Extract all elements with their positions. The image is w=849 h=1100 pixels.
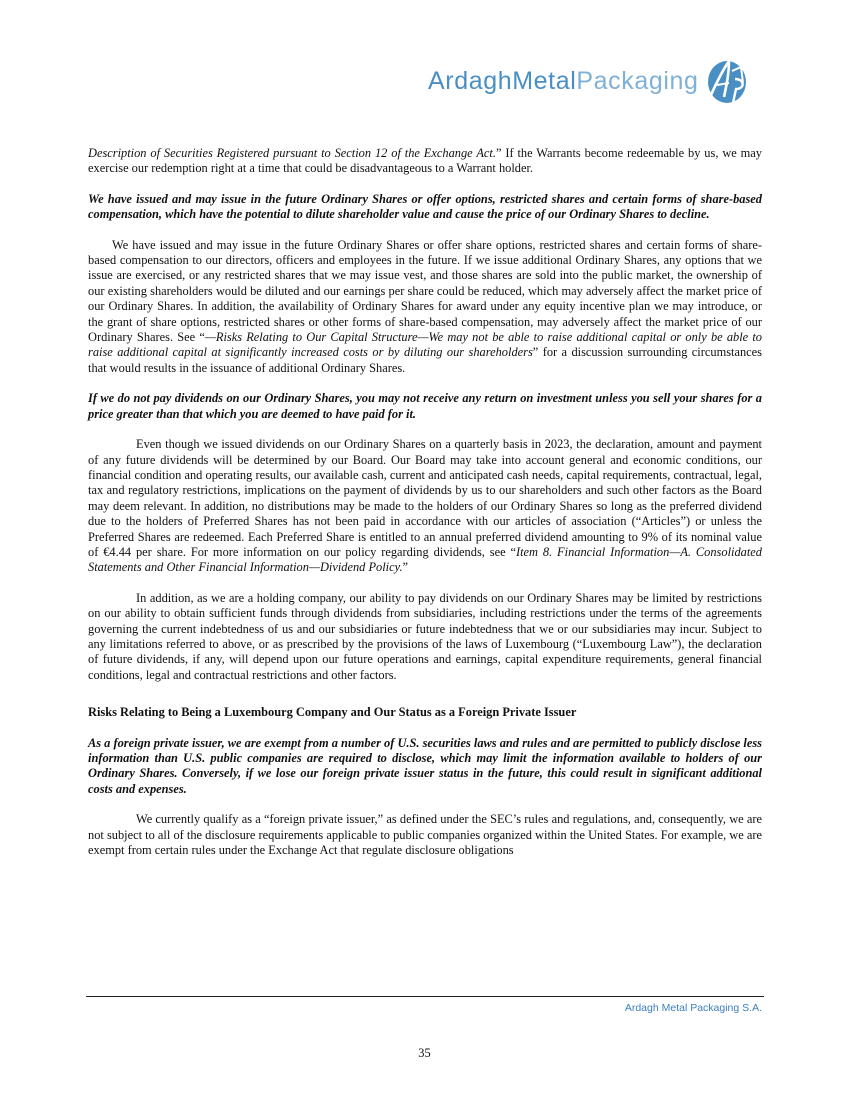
logo-word-metal: Metal: [512, 66, 577, 95]
risk-heading-dilution: We have issued and may issue in the future Ordinary Shares or offer options, restricted shares and certain forms of share-based compensation, which have the potential to dilute shareholder value and cause the price of our Ordinary Shares to decline.: [88, 191, 762, 222]
page-number: 35: [418, 1046, 431, 1060]
document-body: [88, 146, 762, 858]
footer-divider: [86, 996, 764, 997]
section-title: Risks Relating to Being a Luxembourg Company and Our Status as a Foreign Private Issuer: [88, 705, 577, 720]
paragraph-text: ”: [402, 560, 409, 575]
paragraph-warrants: [88, 146, 762, 177]
paragraph-holding-company: In addition, as we are a holding company, our ability to pay dividends on our Ordinary Shares may be limited by restrictions on our ability to obtain sufficient funds through dividends from subsidiaries, including restrictions under the terms of the agreements governing the current indebtedness of us and our subsidiaries or future indebtedness that we or our subsidiaries may incur. Subject to any limitations referred to above, or as prescribed by the provisions of the laws of Luxembourg (“Luxembourg Law”), the declaration of future dividends, if any, will depend upon our future operations and earnings, capital expenditure requirements, general financial conditions, legal and contractual restrictions and other factors.: [88, 590, 762, 682]
paragraph-dilution: [88, 238, 762, 377]
paragraph-text: ” If the Warrants become redeemable by us, we may exercise our redemption right at a time that could be disadvantageous to a Warrant holder.: [88, 146, 762, 176]
logo-wordmark: [428, 67, 699, 96]
paragraph-foreign-issuer: We currently qualify as a “foreign private issuer,” as defined under the SEC’s rules and regulations, and, consequently, we are not subject to all of the disclosure requirements applicable to public companies organized within the United States. For example, we are exempt from certain rules under the Exchange Act that regulate disclosure obligations: [88, 812, 762, 858]
footer-company-name: Ardagh Metal Packaging S.A.: [624, 1002, 762, 1014]
paragraph-text: We have issued and may issue in the future Ordinary Shares or offer share options, restricted shares and certain forms of share-based compensation to our directors, officers and employees in the future. If we issue additional Ordinary Shares, any options that we issue are exercised, or any restricted shares that we may issue vest, and those shares are sold into the public market, the ownership of our existing shareholders would be diluted and our earnings per share could be reduced, which may adversely affect the market price of our Ordinary Shares. In addition, the availability of Ordinary Shares for award under any equity incentive plan we may introduce, or the grant of share options, restricted shares or other forms of share-based compensation, may adversely affect the market price of our Ordinary Shares. See “: [88, 237, 762, 345]
paragraph-text: Even though we issued dividends on our Ordinary Shares on a quarterly basis in 2023, the declaration, amount and payment of any future dividends will be determined by our Board. Our Board may take into account general and economic conditions, our financial condition and operating results, our available cash, current and anticipated cash needs, capital requirements, contractual, legal, tax and regulatory restrictions, implications on the payment of dividends by us to our shareholders and such other factors as the Board may deem relevant. In addition, no distributions may be made to the holders of our Ordinary Shares so long as the preferred dividend due to the holders of Preferred Shares has not been paid in accordance with our articles of association (“Articles”) or unless the Preferred Shares are redeemed. Each Preferred Share is entitled to an annual preferred dividend amounting to 9% of its nominal value of €4.44 per share. For more information on our policy regarding dividends, see “: [88, 437, 762, 559]
paragraph-text: ” for a discussion surrounding circumstances that would results in the issuance of additional Ordinary Shares.: [88, 345, 762, 375]
cross-reference-italic: —Risks Relating to Our Capital Structure—We may not be able to raise additional capital or only be able to raise additional capital at significantly increased costs or by diluting our shareholders: [88, 330, 763, 360]
cross-reference-italic: Item 8. Financial Information—A. Consolidated Statements and Other Financial Information—Dividend Policy.: [88, 544, 762, 575]
amp-logo-icon: [705, 57, 749, 105]
logo-word-packaging: Packaging: [576, 66, 699, 95]
risk-heading-foreign-issuer: As a foreign private issuer, we are exempt from a number of U.S. securities laws and rules and are permitted to publicly disclose less information than U.S. public companies are required to disclose, which may limit the information available to holders of our Ordinary Shares. Conversely, if we lose our foreign private issuer status in the future, this could result in significant additional costs and expenses.: [88, 735, 762, 796]
company-logo: [428, 56, 749, 106]
paragraph-dividends: [88, 437, 762, 576]
logo-word-ardagh: Ardagh: [428, 66, 513, 95]
risk-heading-dividends: If we do not pay dividends on our Ordinary Shares, you may not receive any return on investment unless you sell your shares for a price greater than that which you are deemed to have paid for it.: [88, 391, 762, 421]
reference-italic: Description of Securities Registered pursuant to Section 12 of the Exchange Act.: [88, 146, 496, 160]
